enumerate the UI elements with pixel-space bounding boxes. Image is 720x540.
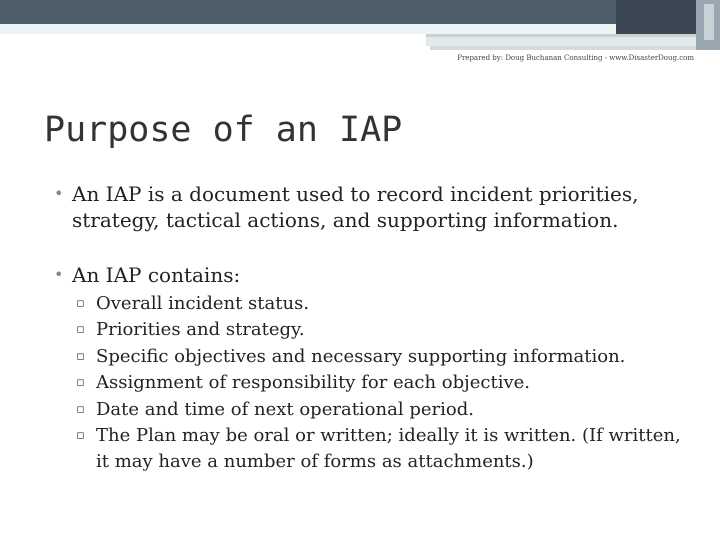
list-item: ▫ Overall incident status. xyxy=(76,291,686,317)
header-accent-bar-shade xyxy=(426,34,708,37)
square-bullet-icon: ▫ xyxy=(76,401,85,417)
list-item: ▫ The Plan may be oral or written; ideally it is written. (If written, it may have a number of forms as attachments.) xyxy=(76,425,681,473)
header-band-light xyxy=(0,24,720,34)
list-item: ▫ Assignment of responsibility for each objective. xyxy=(76,370,686,396)
list-item: ▫ Priorities and strategy. xyxy=(76,317,686,343)
round-bullet-icon: • xyxy=(54,184,64,203)
bullet-item xyxy=(54,181,684,233)
slide-title: Purpose of an IAP xyxy=(44,110,403,150)
header-accent-block xyxy=(616,0,696,34)
bullet-text: An IAP is a document used to record incident priorities, strategy, tactical actions, and supporting information. xyxy=(72,182,639,232)
list-item: ▫ Date and time of next operational period. xyxy=(76,397,686,423)
credit-line: Prepared by: Doug Buchanan Consulting - www.DisasterDoug.com xyxy=(457,54,694,62)
bullet-text: An IAP contains: xyxy=(72,263,241,287)
header-accent-line xyxy=(430,46,710,50)
square-bullet-icon: ▫ xyxy=(76,296,85,311)
bullet-item xyxy=(54,262,684,288)
list-item: ▫ Specific objectives and necessary supporting information. xyxy=(76,344,686,370)
sub-bullet-list xyxy=(76,291,686,476)
square-bullet-icon: ▫ xyxy=(76,322,85,338)
square-bullet-icon: ▫ xyxy=(76,348,85,364)
square-bullet-icon: ▫ xyxy=(76,375,85,391)
header-accent-block-highlight xyxy=(704,4,714,40)
square-bullet-icon: ▫ xyxy=(76,428,85,444)
round-bullet-icon: • xyxy=(54,265,64,284)
header-band xyxy=(0,0,720,24)
